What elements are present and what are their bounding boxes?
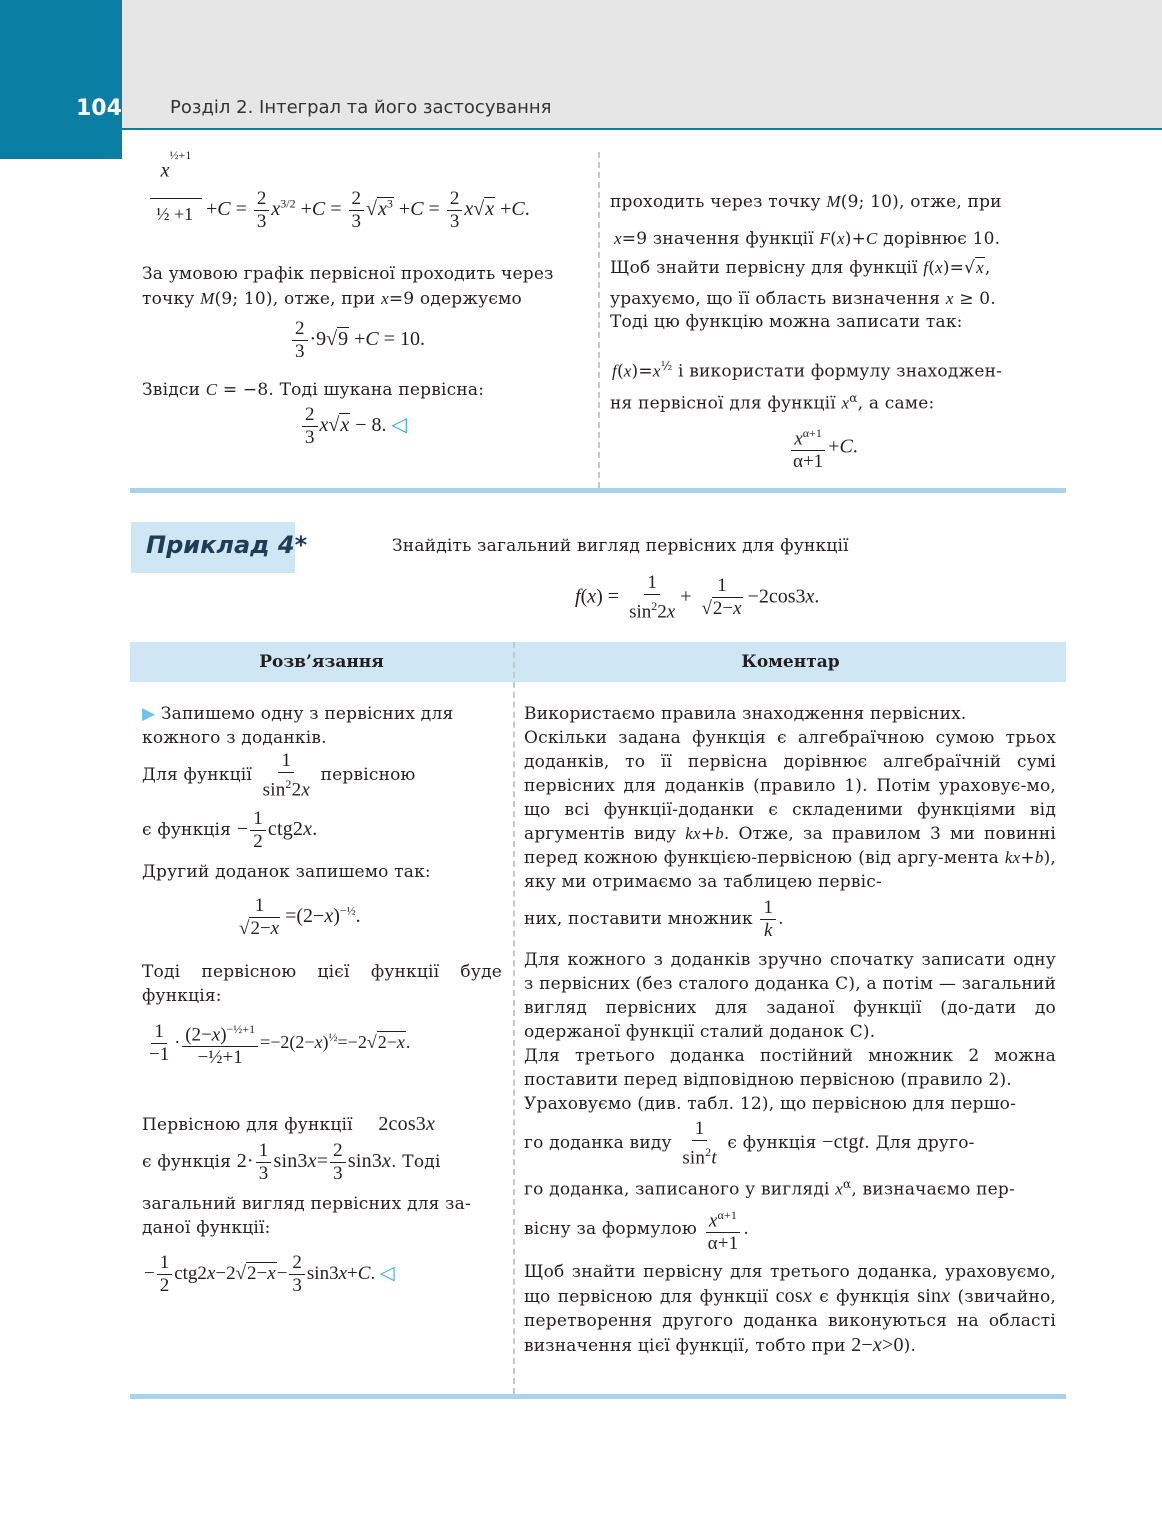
c10c: (звичайно, перетворення другого доданка виконуються на області визначення цієї функції, тобто при xyxy=(524,1287,1057,1356)
top-column-divider xyxy=(598,152,600,488)
end-marker-icon: ◁ xyxy=(379,1262,395,1284)
s2: Для функції xyxy=(142,765,253,786)
solution-step-6: Первісною для функції 2cos3x xyxy=(142,1113,436,1135)
result-label: . Тоді шукана первісна: xyxy=(268,380,485,400)
top-section-rule xyxy=(130,488,1066,493)
formula-final-answer: − $\frac{1}{2}$ ctg2x−2√2−x− $\frac{2}{3}$ sin3x+C. ◁ xyxy=(144,1252,395,1296)
tr-l1b: , отже, при xyxy=(899,192,1002,212)
top-left-text-2: точку M(9; 10), отже, при x=9 одержуємо xyxy=(142,289,522,309)
point-cond: , отже, при xyxy=(272,289,376,309)
c2c: ), яку ми отримаємо за таблицею первіс- xyxy=(524,848,1056,892)
top-right-line-3: Щоб знайти первісну для функції f(x)=√x, xyxy=(610,258,991,278)
c8: го доданка, записаного у вигляді xyxy=(524,1179,830,1200)
c10b: є функція xyxy=(819,1287,910,1307)
table-column-divider xyxy=(513,642,515,1394)
top-right-line-4: урахуємо, що її область визначення x ≥ 0. xyxy=(610,289,996,309)
solution-step-2: Для функції $\frac{1}{\sin^22x}$ первісною xyxy=(142,750,416,801)
solution-step-3: є функція − $\frac{1}{2}$ ctg2x. xyxy=(142,808,318,852)
comment-3: них, поставити множник $\frac{1}{k}$ . xyxy=(524,897,784,941)
tr-l2: значення функції xyxy=(652,229,814,249)
table-bottom-rule xyxy=(130,1394,1066,1399)
c9: вісну за формулою xyxy=(524,1219,697,1240)
page-number: 104 xyxy=(76,96,122,121)
s1: Запишемо одну з первісних для кожного з доданків. xyxy=(142,704,454,748)
solution-step-7: є функція 2· $\frac{1}{3}$ sin3x= $\frac{2}{3}$ sin3x. Тоді xyxy=(142,1140,441,1184)
formula-c-equation: $\frac{2}{3}$ ·9√9 +C = 10. xyxy=(290,318,425,363)
col-header-comment: Коментар xyxy=(741,652,840,672)
col-header-solution: Розв’язання xyxy=(259,652,384,672)
obtain-label: одержуємо xyxy=(419,289,522,309)
s7b: . Тоді xyxy=(391,1152,441,1173)
comment-9: вісну за формулою $\frac{x^{\alpha+1}}{\alpha+1}$ . xyxy=(524,1204,1056,1255)
top-right-line-7: ня первісної для функції $x^\alpha$, а саме: xyxy=(610,391,935,414)
header-rule xyxy=(120,128,1162,130)
chapter-title: Розділ 2. Інтеграл та його застосування xyxy=(170,97,552,118)
comment-6: Ураховуємо (див. табл. 12), що первісною для першо- xyxy=(524,1094,1017,1114)
play-arrow-icon: ▶ xyxy=(142,704,156,724)
tr-l2b: дорівнює 10. xyxy=(883,229,1001,249)
c7c: . Для друго- xyxy=(864,1133,975,1154)
tr-l6: і використати формулу знаходжен- xyxy=(678,361,1003,382)
example-label: Приклад 4* xyxy=(146,531,308,559)
solution-step-5: Тоді первісною цієї функції буде функція: xyxy=(142,962,502,1006)
comment-10: Щоб знайти первісну для третього доданка, ураховуємо, що первісною для функції cosx є функція sinx (звичайно, перетворення другого доданка виконуються на області визначення цієї функції, тобто при 2−x>0). xyxy=(524,1262,1057,1356)
c7b: є функція xyxy=(727,1133,817,1154)
point-label: точку xyxy=(142,289,195,309)
c2: Оскільки задана функція є алгебраїчною сумою трьох доданків, то її первісна дорівнює алгебраїчній сумі первісних для доданків (правило 1). Потім ураховує-мо, що всі функції-доданки є складеними функціями від аргументів виду xyxy=(524,728,1056,844)
tr-l3: Щоб знайти первісну для функції xyxy=(610,258,918,278)
formula-antiderivative-sqrt: $x^{\frac{1}{2}+1}$ ½ +1 +C = $\frac{2}{3}$ $x^{3/2} +C$ = $\frac{2}{3}$ $√x^3 +C$ = $\frac{2}{3}$ x√x +C. xyxy=(150,158,590,254)
c8b: , визначаємо пер- xyxy=(851,1179,1015,1200)
c2b: . Отже, за правилом 3 ми повинні перед кожною функцією-первісною (від аргу-мента xyxy=(524,824,1056,868)
solution-step-8: загальний вигляд первісних для за- xyxy=(142,1194,471,1214)
formula-result: $\frac{2}{3}$ x√x − 8. ◁ xyxy=(300,404,407,449)
comment-5: Для третього доданка постійний множник 2 можна поставити перед відповідною первісною (правило 2). xyxy=(524,1046,1056,1090)
comment-4: Для кожного з доданків зручно спочатку записати одну з первісних (без сталого доданка C), а потім — загальний вигляд первісних для заданої функції (до-дати до одержаної функції сталий доданок C). xyxy=(524,950,1056,1042)
example-function: f(x) = $\frac{1}{\sin^22x}$ + $\frac{1}{√2-x}$ −2cos3x. xyxy=(575,572,820,623)
solution-step-9: даної функції: xyxy=(142,1218,271,1238)
tr-l4: урахуємо, що її область визначення xyxy=(610,289,941,309)
formula-rewrite: $\frac{1}{√2-x}$ $=(2-x)^{-\frac{1}{2}}$. xyxy=(239,895,361,939)
tr-l7: ня первісної для функції xyxy=(610,393,836,414)
comment-2: Оскільки задана функція є алгебраїчною сумою трьох доданків, то її первісна дорівнює алгебраїчній сумі первісних для доданків (правило 1). Потім ураховує-мо, що всі функції-доданки є складеними функціями від аргументів виду kx+b. Отже, за правилом 3 ми повинні перед кожною функцією-первісною (від аргу-мента kx+b), яку ми отримаємо за таблицею первіс- xyxy=(524,728,1056,892)
tr-l7b: , а саме: xyxy=(857,393,935,414)
s3: є функція xyxy=(142,820,232,841)
end-marker-icon: ◁ xyxy=(391,414,407,437)
top-left-text-1: За умовою графік первісної проходить через xyxy=(142,264,554,284)
c3: них, поставити множник xyxy=(524,909,753,929)
solution-step-4: Другий доданок запишемо так: xyxy=(142,862,431,882)
example-task: Знайдіть загальний вигляд первісних для функції xyxy=(392,536,849,556)
top-right-line-6: $f(x)=x^{\frac{1}{2}}$ і використати формулу знаходжен- xyxy=(612,359,1003,382)
comment-8: го доданка, записаного у вигляді $x^\alpha$, визначаємо пер- xyxy=(524,1177,1015,1200)
s2b: первісною xyxy=(320,765,416,786)
solution-step-1 xyxy=(142,702,502,750)
formula-power-rule: $\frac{x^{\alpha+1}}{\alpha+1}$ +C. xyxy=(788,422,858,473)
page-number-block xyxy=(0,0,122,159)
c7: го доданка виду xyxy=(524,1133,672,1154)
comment-1: Використаємо правила знаходження первісних. xyxy=(524,704,967,724)
top-right-line-5: Тоді цю функцію можна записати так: xyxy=(610,312,963,332)
tr-l1: проходить через точку xyxy=(610,192,821,212)
formula-second-antiderivative: $\frac{1}{-1}$ · $\frac{(2-x)^{-\frac{1}{2}+1}}{\text{−½+1}}$ $=-2(2-x)^{\frac{1}{2}}=-2√2-x$. xyxy=(144,1018,410,1069)
top-right-line-2: x=9 значення функції F(x)+C дорівнює 10. xyxy=(614,229,1001,249)
hence-label: Звідси xyxy=(142,380,201,400)
top-left-text-3: Звідси C = −8. Тоді шукана первісна: xyxy=(142,380,485,400)
top-right-line-1: проходить через точку M(9; 10), отже, при xyxy=(610,192,1002,212)
s7: є функція xyxy=(142,1152,232,1173)
s6: Первісною для функції xyxy=(142,1115,353,1135)
comment-7: го доданка виду $\frac{1}{\sin^2t}$ є функція −ctgt. Для друго- xyxy=(524,1118,975,1169)
c10: Щоб знайти первісну для третього доданка, ураховуємо, що первісною для функції xyxy=(524,1262,1056,1307)
